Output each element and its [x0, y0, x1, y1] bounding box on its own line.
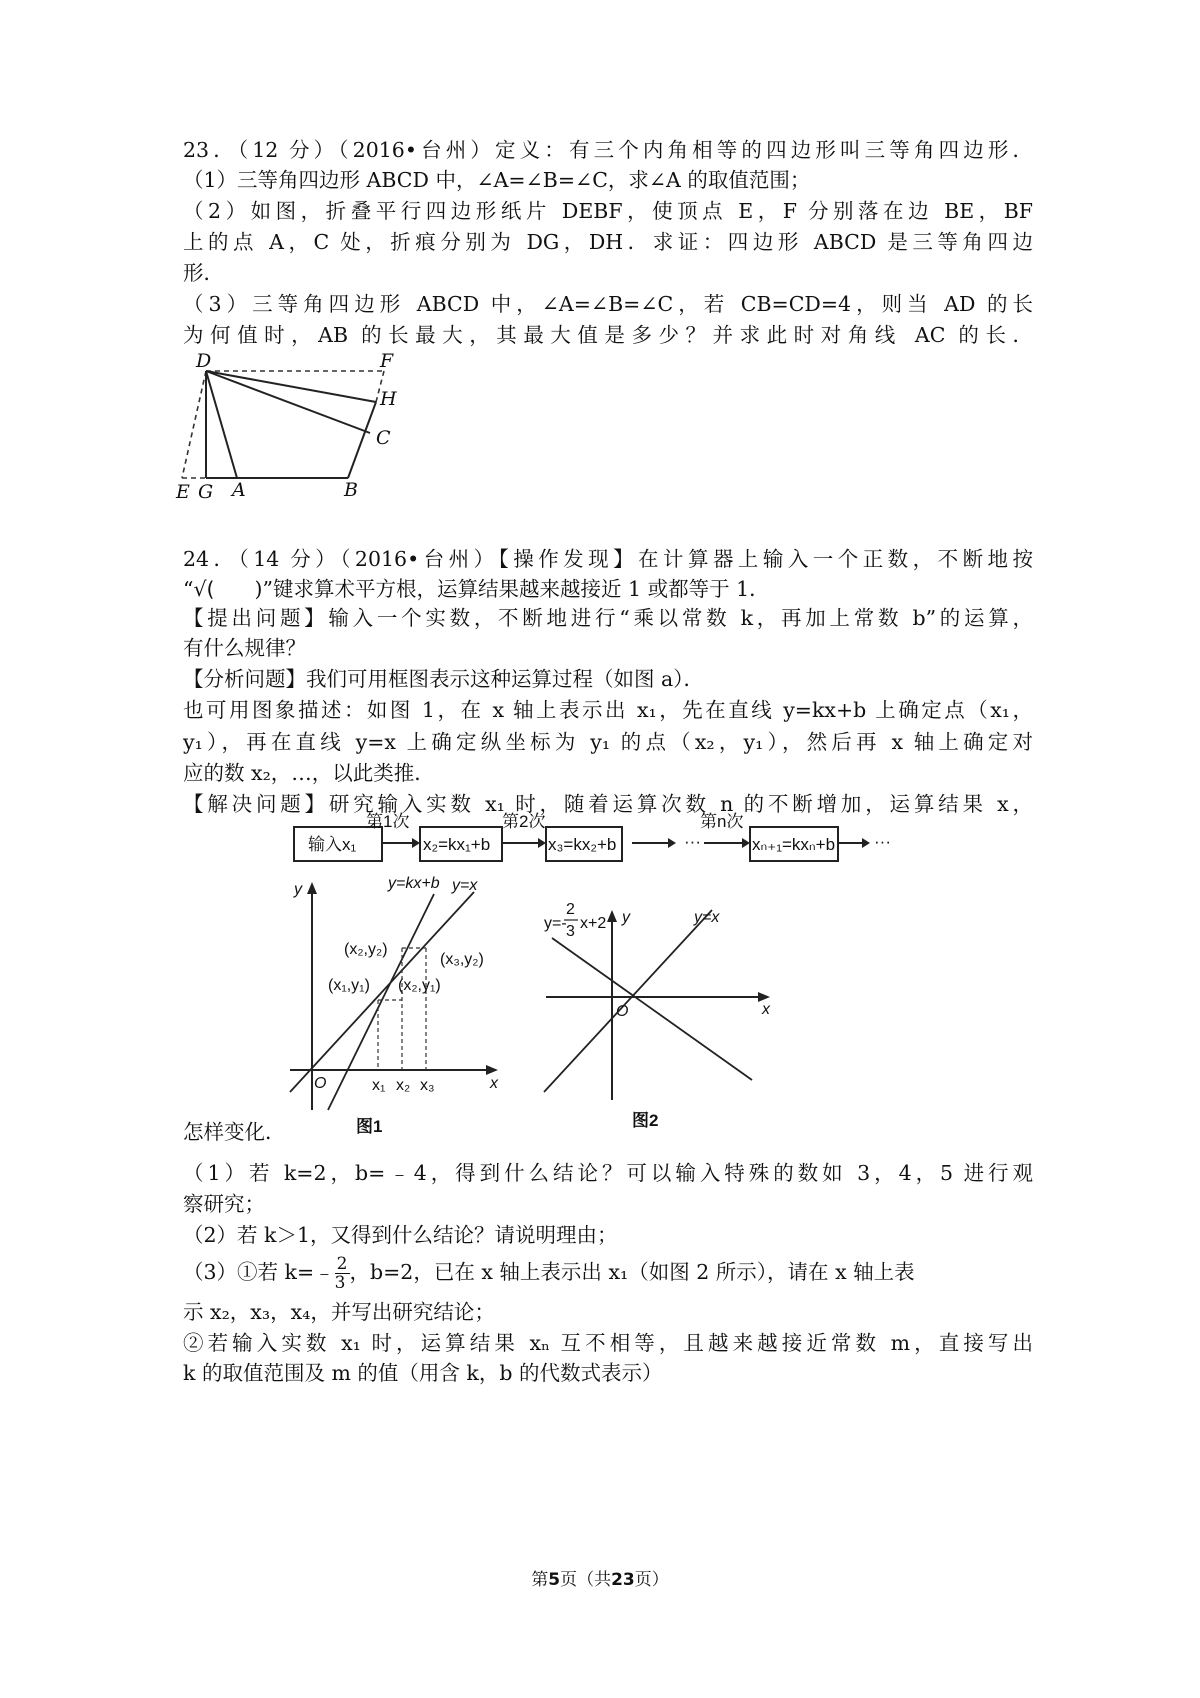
- fig1-x-axis-label: x: [490, 1075, 498, 1092]
- flow-step-1-label: 第1次: [366, 812, 410, 831]
- label-h: H: [380, 388, 397, 410]
- q24-line-16: ②若输入实数 x₁ 时，运算结果 xₙ 互不相等，且越来越接近常数 m，直接写出: [183, 1331, 1033, 1355]
- fig2-y-axis-label: y: [622, 909, 630, 926]
- fig2-equation-denominator: 3: [566, 923, 575, 940]
- flow-box-input: 输入x₁: [308, 835, 357, 854]
- q23-line-1: 23．（12 分）（2016•台州）定义：有三个内角相等的四边形叫三等角四边形．: [183, 138, 1033, 162]
- flow-step-2-label: 第2次: [502, 812, 546, 831]
- footer-middle: 页（共: [560, 1570, 612, 1590]
- q24-line-1: 24．（14 分）（2016•台州）【操作发现】在计算器上输入一个正数，不断地按: [183, 547, 1033, 571]
- page-footer: [0, 1565, 1200, 1590]
- flow-ellipsis-2: ···: [874, 832, 891, 851]
- fraction-two-thirds: [335, 1255, 350, 1292]
- fig1-point-x3-y2: (x₃,y₂): [440, 951, 484, 968]
- fig1-tick-x3: x₃: [420, 1077, 435, 1094]
- fig2-equation-prefix: y=-: [544, 915, 567, 932]
- q24-line-12: 察研究；: [183, 1192, 265, 1216]
- q23-quadrilateral-figure: [176, 350, 420, 510]
- fig1-point-x1-y1: (x₁,y₁): [328, 977, 370, 994]
- q24-line-8: 应的数 x₂，…，以此类推．: [183, 761, 435, 785]
- footer-page-number: 5: [548, 1570, 561, 1590]
- fraction-numerator: 2: [336, 1254, 348, 1274]
- q24-line-14-suffix: ，b=2，已在 x 轴上表示出 x₁（如图 2 所示），请在 x 轴上表: [349, 1260, 915, 1284]
- q23-line-5: 形．: [183, 261, 224, 285]
- q24-line-17: k 的取值范围及 m 的值（用含 k，b 的代数式表示）: [183, 1361, 663, 1385]
- flow-ellipsis-1: ···: [684, 832, 701, 851]
- flow-box-2: x₂=kx₁+b: [423, 835, 491, 854]
- q24-line-14-prefix: （3）①若 k=﹣: [183, 1260, 335, 1284]
- label-f: F: [380, 350, 394, 372]
- fig1-line-kxb-label: y=kx+b: [388, 875, 440, 892]
- footer-total-pages: 23: [611, 1570, 635, 1590]
- flow-step-n-label: 第n次: [700, 812, 744, 831]
- label-d: D: [196, 350, 212, 372]
- q24-line-4: 有什么规律？: [183, 636, 306, 660]
- label-a: A: [232, 479, 246, 501]
- q24-line-13: （2）若 k＞1，又得到什么结论？请说明理由；: [183, 1223, 618, 1247]
- footer-prefix: 第: [531, 1570, 549, 1590]
- figure-1: [290, 870, 520, 1150]
- q24-line-2: [183, 575, 1033, 603]
- q24-line-11: （1）若 k=2，b=﹣4，得到什么结论？可以输入特殊的数如 3，4，5 进行观: [183, 1161, 1033, 1185]
- flow-diagram: [290, 812, 910, 871]
- q23-line-7: 为何值时，AB 的长最大，其最大值是多少？并求此时对角线 AC 的长．: [183, 323, 1033, 347]
- footer-suffix: 页）: [634, 1570, 669, 1590]
- q23-line-2: （1）三等角四边形 ABCD 中，∠A=∠B=∠C，求∠A 的取值范围；: [183, 168, 811, 192]
- label-g: G: [198, 481, 214, 503]
- flow-box-n: xₙ₊₁=kxₙ+b: [752, 835, 836, 854]
- fig2-equation-numerator: 2: [566, 901, 575, 918]
- fig1-line-yx-label: y=x: [452, 877, 478, 894]
- fig1-y-axis-label: y: [294, 881, 302, 898]
- q23-line-4: 上的点 A，C 处，折痕分别为 DG，DH．求证：四边形 ABCD 是三等角四边: [183, 230, 1033, 254]
- flow-box-3: x₃=kx₂+b: [548, 835, 617, 854]
- q24-line-10: 怎样变化．: [183, 1120, 286, 1144]
- fig2-origin-label: O: [616, 1003, 629, 1020]
- fraction-denominator: 3: [334, 1273, 346, 1293]
- q23-line-6: （3）三等角四边形 ABCD 中，∠A=∠B=∠C，若 CB=CD=4，则当 AD 的长: [183, 292, 1033, 316]
- q24-line-6: 也可用图象描述：如图 1，在 x 轴上表示出 x₁，先在直线 y=kx+b 上确定点（x₁，: [183, 698, 1033, 722]
- fig2-equation-suffix: x+2: [580, 915, 607, 932]
- fig2-line-yx-label: y=x: [694, 909, 720, 926]
- q24-line-15: 示 x₂，x₃，x₄，并写出研究结论；: [183, 1300, 495, 1324]
- q24-line-5: 【分析问题】我们可用框图表示这种运算过程（如图 a）．: [183, 667, 704, 691]
- q24-line-14: [183, 1252, 1033, 1292]
- fig1-point-x2-y1: (x₂,y₁): [398, 977, 441, 994]
- fig1-origin-label: O: [314, 1075, 327, 1092]
- fig1-point-x2-y2: (x₂,y₂): [344, 941, 388, 958]
- label-c: C: [376, 427, 391, 449]
- figure-2: [540, 870, 800, 1150]
- label-b: B: [344, 479, 358, 501]
- fig1-tick-x2: x₂: [396, 1077, 411, 1094]
- fig2-x-axis-label: x: [762, 1001, 770, 1018]
- q23-line-3: （2）如图，折叠平行四边形纸片 DEBF，使顶点 E，F 分别落在边 BE，BF: [183, 199, 1033, 223]
- label-e: E: [176, 481, 190, 503]
- fig2-caption: 图2: [632, 1111, 659, 1130]
- fig1-caption: 图1: [356, 1117, 383, 1136]
- sqrt-key-symbol: √(: [193, 577, 215, 601]
- q24-line-2-text: ”键求算术平方根，运算结果越来越接近 1 或都等于 1．: [262, 577, 770, 601]
- q24-line-3: 【提出问题】输入一个实数，不断地进行“乘以常数 k，再加上常数 b”的运算，: [183, 606, 1033, 630]
- fig1-tick-x1: x₁: [372, 1077, 386, 1094]
- q24-line-9: 【解决问题】研究输入实数 x₁ 时，随着运算次数 n 的不断增加，运算结果 x，: [183, 792, 1033, 816]
- sqrt-key-close: ): [254, 577, 263, 601]
- open-quote: “: [183, 577, 194, 601]
- q24-line-7: y₁），再在直线 y=x 上确定纵坐标为 y₁ 的点（x₂，y₁），然后再 x 轴上确定对: [183, 730, 1033, 754]
